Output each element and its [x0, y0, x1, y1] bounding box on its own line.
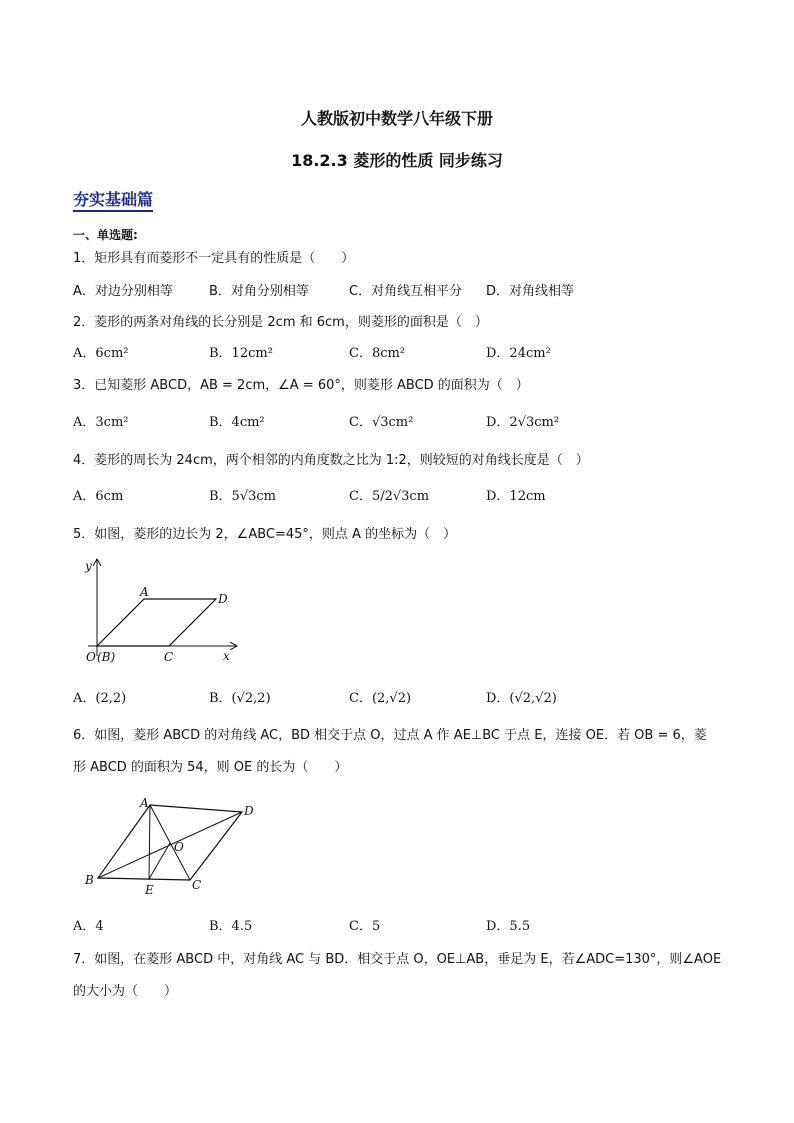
question-3-stem: 3．已知菱形 ABCD，AB = 2cm，∠A = 60°，则菱形 ABCD 的面积为（ ）: [73, 378, 529, 393]
label-a: A: [140, 796, 149, 810]
label-o: O: [86, 650, 96, 664]
option-c: C．√3cm²: [349, 415, 414, 430]
diagonal-ac: [150, 805, 190, 880]
label-e: E: [145, 883, 154, 897]
option-a: A．(2,2): [73, 691, 127, 706]
section-heading: 夯实基础篇: [73, 190, 153, 212]
figure-6-rhombus: [82, 793, 262, 903]
question-7-stem: 7．如图，在菱形 ABCD 中，对角线 AC 与 BD．相交于点 O，OE⊥AB，垂足为 E，若∠ADC=130°，则∠AOE: [73, 952, 722, 967]
option-c: C．对角线互相平分: [349, 284, 463, 299]
segment-oe: [149, 843, 170, 879]
page-title: 人教版初中数学八年级下册: [300, 109, 493, 128]
question-5-stem: 5．如图，菱形的边长为 2，∠ABC=45°，则点 A 的坐标为（ ）: [73, 527, 457, 542]
option-b: B．12cm²: [209, 346, 273, 361]
question-1-stem: 1．矩形具有而菱形不一定具有的性质是（ ）: [73, 251, 355, 266]
label-c: C: [164, 650, 174, 664]
option-b: B．4cm²: [209, 415, 265, 430]
label-x: x: [223, 649, 230, 663]
option-d: D．5.5: [486, 919, 531, 934]
option-b: B．4.5: [209, 919, 253, 934]
segment-ae: [149, 805, 150, 879]
figure-5-coordinate-rhombus: [78, 556, 248, 668]
label-d: D: [244, 804, 254, 818]
label-o: O: [174, 840, 184, 854]
option-a: A．6cm: [73, 489, 124, 504]
option-c: C．5/2√3cm: [349, 489, 430, 504]
option-d: D．24cm²: [486, 346, 551, 361]
page-subtitle: 18.2.3 菱形的性质 同步练习: [291, 151, 503, 170]
question-7-stem-cont: 的大小为（ ）: [73, 984, 178, 999]
option-d: D．2√3cm²: [486, 415, 560, 430]
label-a: A: [140, 585, 149, 599]
option-d: D．12cm: [486, 489, 546, 504]
label-c: C: [192, 878, 202, 892]
label-y: y: [85, 559, 92, 573]
option-c: C．(2,√2): [349, 691, 412, 706]
option-d: D．(√2,√2): [486, 691, 557, 706]
label-b: B: [85, 873, 94, 887]
rhombus-abcd: [97, 599, 216, 646]
question-6-stem-cont: 形 ABCD 的面积为 54，则 OE 的长为（ ）: [73, 760, 348, 775]
option-d: D．对角线相等: [486, 284, 575, 299]
question-2-stem: 2．菱形的两条对角线的长分别是 2cm 和 6cm，则菱形的面积是（ ）: [73, 315, 488, 330]
option-a: A．6cm²: [73, 346, 129, 361]
label-d: D: [218, 592, 228, 606]
option-b: B．5√3cm: [209, 489, 276, 504]
question-6-stem: 6．如图，菱形 ABCD 的对角线 AC，BD 相交于点 O，过点 A 作 AE⊥BC 于点 E，连接 OE．若 OB = 6，菱: [73, 728, 707, 743]
option-a: A．4: [73, 919, 104, 934]
option-a: A．对边分别相等: [73, 284, 173, 299]
question-4-stem: 4．菱形的周长为 24cm，两个相邻的内角度数之比为 1:2，则较短的对角线长度是（ ）: [73, 453, 589, 468]
option-a: A．3cm²: [73, 415, 129, 430]
part-heading: 一、单选题:: [73, 228, 138, 242]
option-c: C．8cm²: [349, 346, 406, 361]
diagonal-bd: [98, 812, 242, 878]
option-c: C．5: [349, 919, 381, 934]
option-b: B．对角分别相等: [209, 284, 309, 299]
label-b: (B): [97, 650, 116, 664]
option-b: B．(√2,2): [209, 691, 271, 706]
